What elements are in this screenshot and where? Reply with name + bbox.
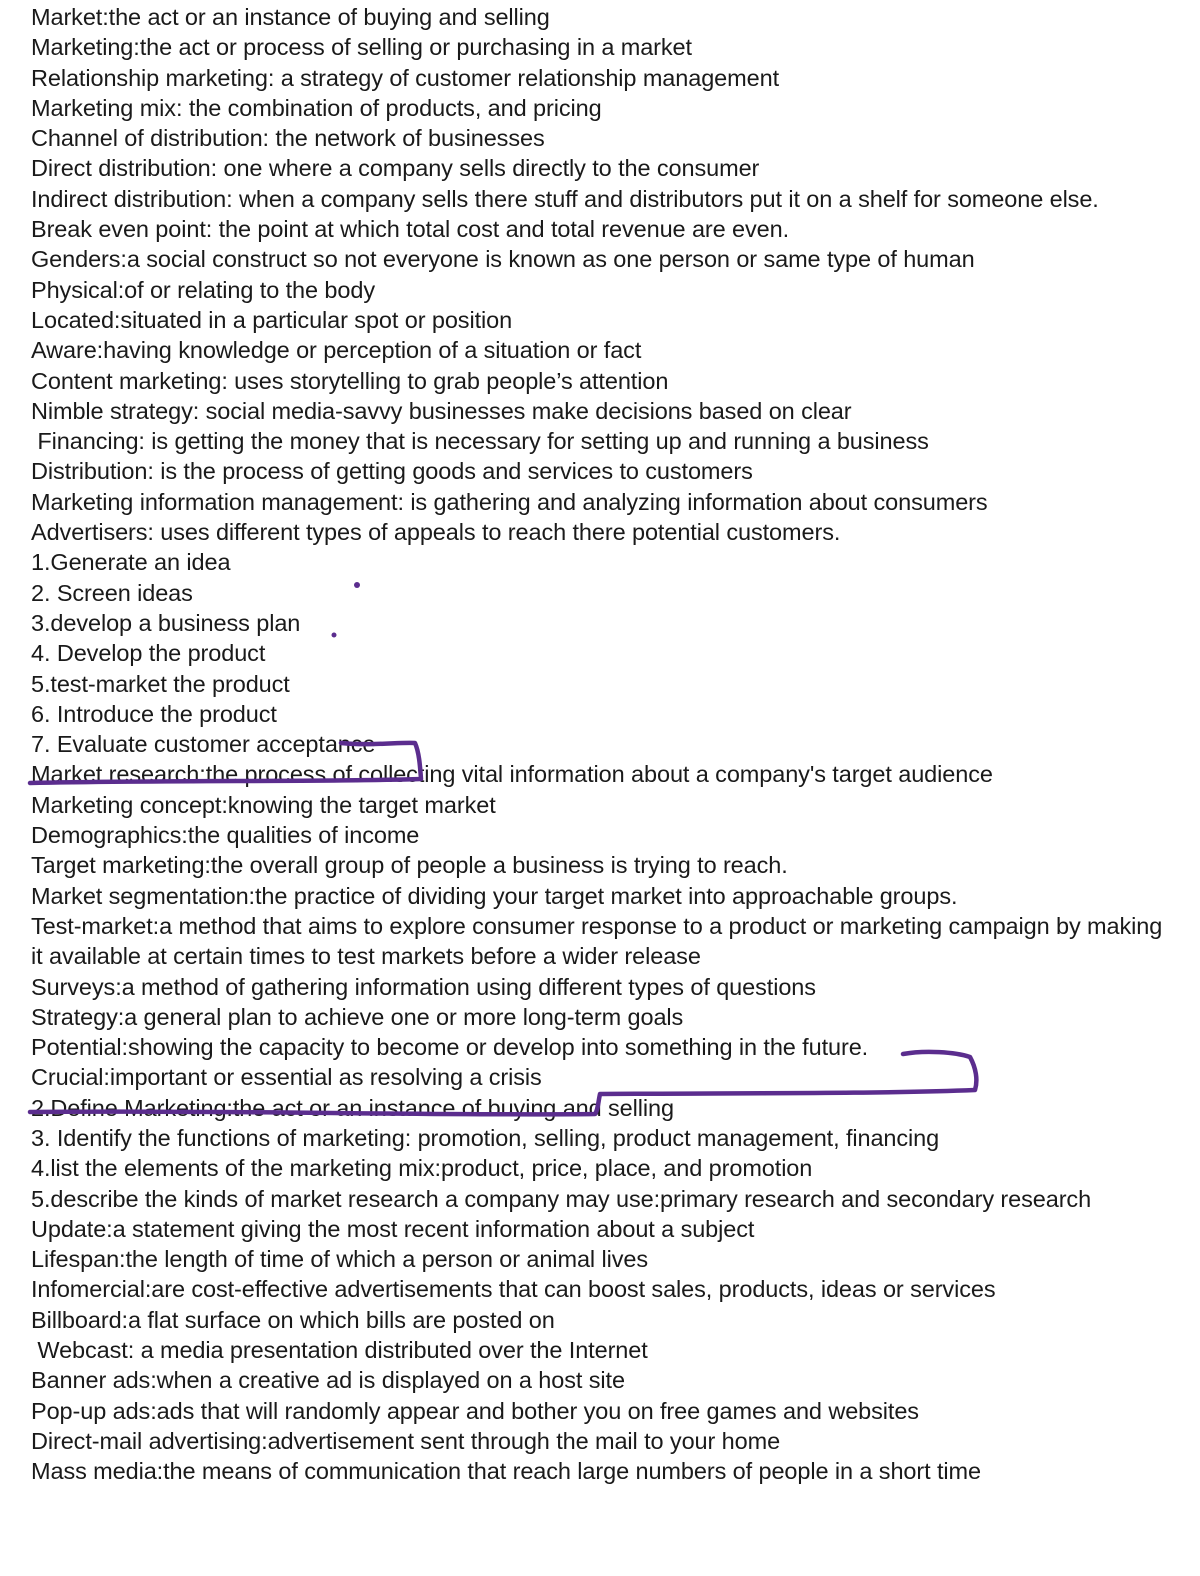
note-line: Aware:having knowledge or perception of a situation or fact <box>31 337 642 364</box>
note-line: Located:situated in a particular spot or position <box>31 306 513 333</box>
step-item: 1.Generate an idea <box>31 549 231 576</box>
note-line: Distribution: is the process of getting goods and services to customers <box>31 458 753 485</box>
note-line: Update:a statement giving the most recent information about a subject <box>31 1215 755 1242</box>
note-line: Marketing:the act or process of selling or purchasing in a market <box>31 34 692 61</box>
note-line: Direct-mail advertising:advertisement sent through the mail to your home <box>31 1427 781 1454</box>
note-line: 2.Define Marketing:the act or an instance of buying and selling <box>31 1094 674 1121</box>
note-line: Marketing concept:knowing the target market <box>31 791 496 818</box>
note-line: Billboard:a flat surface on which bills are posted on <box>31 1306 555 1333</box>
note-line: Financing: is getting the money that is necessary for setting up and running a business <box>31 428 929 455</box>
note-line: Channel of distribution: the network of businesses <box>31 125 545 152</box>
note-line: Potential:showing the capacity to become or develop into something in the future. <box>31 1034 869 1061</box>
note-line: Market research:the process of collecting vital information about a company's target audience <box>31 761 993 788</box>
note-line: Infomercial:are cost-effective advertisements that can boost sales, products, ideas or services <box>31 1276 996 1303</box>
step-item: 4. Develop the product <box>31 640 266 667</box>
note-line: Banner ads:when a creative ad is displayed on a host site <box>31 1367 625 1394</box>
note-line: Direct distribution: one where a company sells directly to the consumer <box>31 155 760 182</box>
step-item: 7. Evaluate customer acceptance <box>31 731 376 758</box>
note-line: Market:the act or an instance of buying and selling <box>31 4 550 30</box>
note-line: Crucial:important or essential as resolving a crisis <box>31 1064 542 1091</box>
note-line: Nimble strategy: social media-savvy businesses make decisions based on clear <box>31 397 852 424</box>
step-item: 3.develop a business plan <box>31 609 301 636</box>
note-line: Test-market:a method that aims to explore consumer response to a product or marketing campaign by making it available at certain times to test markets before a wider release <box>31 912 1163 970</box>
note-line: Strategy:a general plan to achieve one or more long-term goals <box>31 1003 684 1030</box>
step-item: 2. Screen ideas <box>31 579 193 606</box>
note-line: 5.describe the kinds of market research a company may use:primary research and secondary research <box>31 1185 1092 1212</box>
note-line: Genders:a social construct so not everyone is known as one person or same type of human <box>31 246 975 273</box>
notes-document <box>31 2 1171 1487</box>
note-line: Content marketing: uses storytelling to grab people’s attention <box>31 367 669 394</box>
note-line: Advertisers: uses different types of appeals to reach there potential customers. <box>31 519 841 546</box>
note-line: Market segmentation:the practice of dividing your target market into approachable groups. <box>31 882 958 909</box>
note-line: Pop-up ads:ads that will randomly appear and bother you on free games and websites <box>31 1397 919 1424</box>
note-line: Webcast: a media presentation distributed over the Internet <box>31 1337 648 1364</box>
note-line: Break even point: the point at which total cost and total revenue are even. <box>31 216 790 243</box>
note-line: Demographics:the qualities of income <box>31 822 420 849</box>
note-line: Marketing mix: the combination of products, and pricing <box>31 94 602 121</box>
note-line: Indirect distribution: when a company sells there stuff and distributors put it on a shelf for someone else. <box>31 185 1099 212</box>
note-line: 4.list the elements of the marketing mix:product, price, place, and promotion <box>31 1155 813 1182</box>
note-line: Physical:of or relating to the body <box>31 276 375 303</box>
note-line: Relationship marketing: a strategy of customer relationship management <box>31 64 779 91</box>
note-line: Target marketing:the overall group of people a business is trying to reach. <box>31 852 788 879</box>
note-line: Surveys:a method of gathering information using different types of questions <box>31 973 816 1000</box>
step-item: 5.test-market the product <box>31 670 290 697</box>
note-line: Mass media:the means of communication that reach large numbers of people in a short time <box>31 1458 981 1485</box>
note-line: Lifespan:the length of time of which a person or animal lives <box>31 1246 648 1273</box>
note-line: 3. Identify the functions of marketing: promotion, selling, product management, financing <box>31 1124 940 1151</box>
step-item: 6. Introduce the product <box>31 700 277 727</box>
note-line: Marketing information management: is gathering and analyzing information about consumers <box>31 488 988 515</box>
